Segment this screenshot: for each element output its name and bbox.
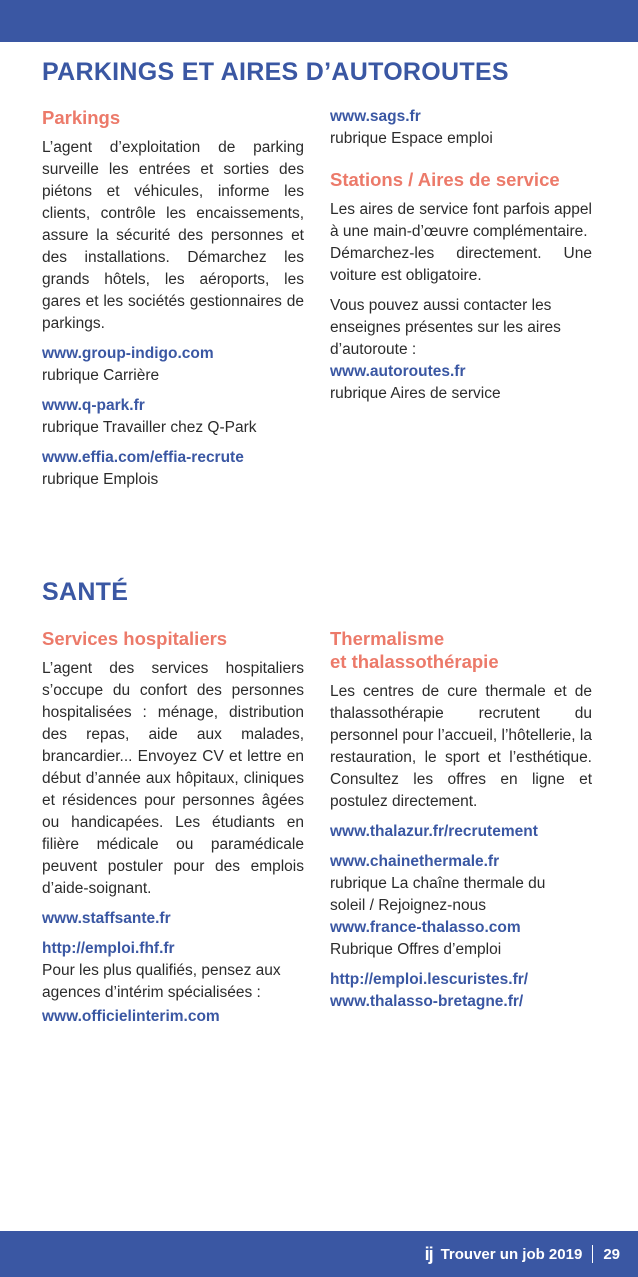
stations-body-1: Les aires de service font parfois appel à une main-d’œuvre complémentaire. [330, 201, 592, 240]
link-chainethermale-note-2: soleil / Rejoignez-nous [330, 897, 486, 914]
parkings-link-group [42, 447, 304, 491]
section-title-sante: SANTÉ [42, 578, 129, 606]
thermal-heading-line1: Thermalisme [330, 628, 445, 649]
footer-divider [592, 1245, 593, 1263]
stations-body-3: Vous pouvez aussi contacter les enseignes présentes sur les aires d’autoroute : [330, 297, 561, 358]
parkings-link-group [42, 395, 304, 439]
stations-column [330, 106, 592, 405]
ij-logo: ij [424, 1243, 433, 1264]
thermal-heading-line2: et thalassothérapie [330, 651, 499, 672]
thermal-heading [330, 627, 592, 673]
parkings-column [42, 106, 304, 491]
parkings-heading: Parkings [42, 107, 121, 128]
hospital-body: L’agent des services hospitaliers s’occupe du confort des personnes hospitalisées : ménage, distribution des repas, aide aux malades, brancardier... Envoyez CV et lettre en début d’année aux hôpitaux, cliniques et résidences pour personnes âgées ou handicapées. Les étudiants en filière médicale ou paramédicale peuvent postuler pour des emplois d’aide-soignant. [42, 660, 304, 897]
link-staffsante[interactable]: www.staffsante.fr [42, 910, 171, 927]
parkings-body: L’agent d’exploitation de parking surveille les entrées et sorties des piétons et véhicules, informe les clients, contrôle les encaissements, assure la sécurité des personnes et des installations. Démarchez les grands hôtels, les aéroports, les gares et les sociétés gestionnaires de parkings. [42, 139, 304, 332]
link-chainethermale-note-1: rubrique La chaîne thermale du [330, 875, 546, 892]
thermal-body: Les centres de cure thermale et de thalassothérapie recrutent du personnel pour l’accueil, l’hôtellerie, la restauration, le sport et l’esthétique. Consultez les offres en ligne et postulez directement. [330, 683, 592, 810]
top-banner [0, 0, 638, 42]
link-france-thalasso-note: Rubrique Offres d’emploi [330, 941, 502, 958]
thermal-column [330, 627, 592, 1013]
footer-bar [0, 1231, 638, 1277]
link-q-park-note: rubrique Travailler chez Q-Park [42, 419, 257, 436]
page-number: 29 [603, 1245, 620, 1263]
link-officielinterim[interactable]: www.officielinterim.com [42, 1008, 220, 1025]
link-sags-note: rubrique Espace emploi [330, 130, 493, 147]
link-autoroutes-note: rubrique Aires de service [330, 385, 501, 402]
hospital-column [42, 627, 304, 1028]
link-chainethermale[interactable]: www.chainethermale.fr [330, 853, 500, 870]
link-thalazur[interactable]: www.thalazur.fr/recrutement [330, 823, 538, 840]
link-q-park[interactable]: www.q-park.fr [42, 397, 145, 414]
link-lescuristes[interactable]: http://emploi.lescuristes.fr/ [330, 971, 529, 988]
footer-title: Trouver un job 2019 [440, 1245, 583, 1263]
link-effia[interactable]: www.effia.com/effia-recrute [42, 449, 244, 466]
link-sags[interactable]: www.sags.fr [330, 108, 421, 125]
hospital-body-2: Pour les plus qualifiés, pensez aux agences d’intérim spécialisées : [42, 962, 281, 1001]
hospital-heading: Services hospitaliers [42, 628, 228, 649]
stations-body-2: Démarchez-les directement. Une voiture est obligatoire. [330, 245, 592, 284]
link-group-indigo-note: rubrique Carrière [42, 367, 160, 384]
section-title-parkings: PARKINGS ET AIRES D’AUTOROUTES [42, 58, 509, 86]
link-france-thalasso[interactable]: www.france-thalasso.com [330, 919, 521, 936]
link-thalasso-bretagne[interactable]: www.thalasso-bretagne.fr/ [330, 993, 524, 1010]
link-group-indigo[interactable]: www.group-indigo.com [42, 345, 214, 362]
link-effia-note: rubrique Emplois [42, 471, 159, 488]
stations-heading: Stations / Aires de service [330, 169, 560, 190]
link-autoroutes[interactable]: www.autoroutes.fr [330, 363, 466, 380]
parkings-link-group [42, 343, 304, 387]
link-emploi-fhf[interactable]: http://emploi.fhf.fr [42, 940, 175, 957]
